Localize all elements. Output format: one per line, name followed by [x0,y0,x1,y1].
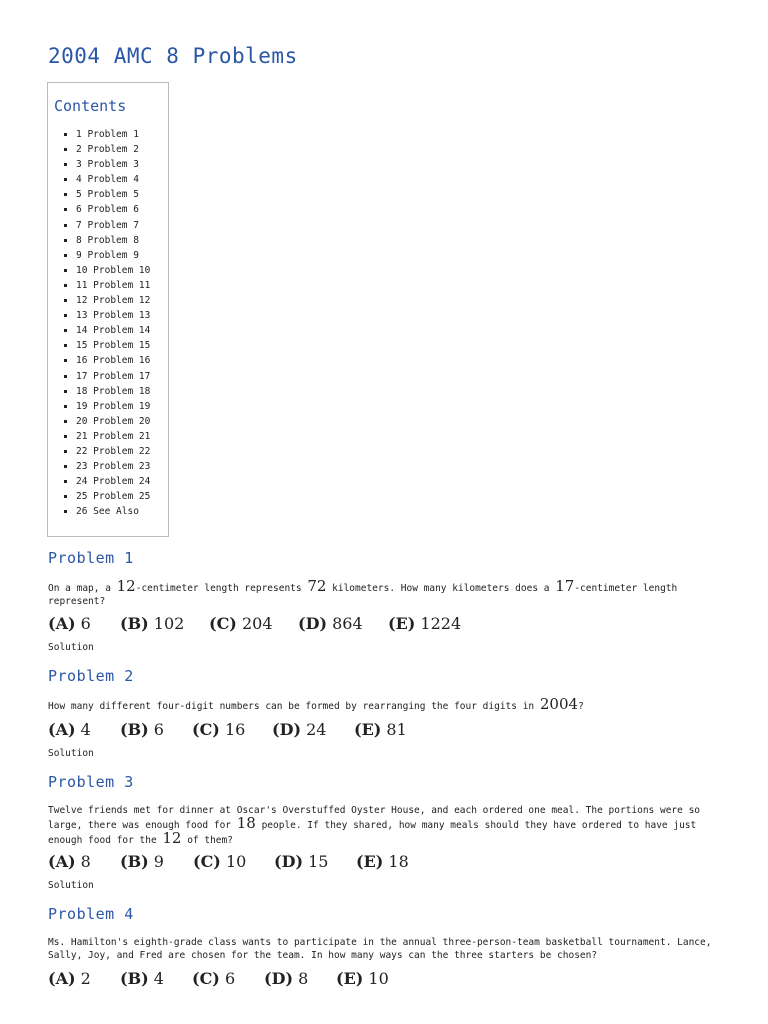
choice-letter: (D) [298,614,328,633]
toc-item[interactable]: 4 Problem 4 [76,172,168,187]
answer-choices [48,969,720,988]
problem-title: Problem 2 [48,667,134,685]
answer-choices [48,852,720,871]
choice-value: 8 [75,852,91,871]
toc-item[interactable]: 23 Problem 23 [76,459,168,474]
toc-item[interactable]: 26 See Also [76,504,168,519]
choice-letter: (B) [120,852,149,871]
solution-link[interactable]: Solution [48,642,94,653]
answer-choices [48,614,720,633]
choice-value: 24 [301,720,327,739]
choice-value: 6 [148,720,164,739]
choice-value: 10 [363,969,389,988]
choice-letter: (D) [274,852,304,871]
toc-item[interactable]: 22 Problem 22 [76,444,168,459]
answer-choices [48,720,720,739]
toc-item[interactable]: 9 Problem 9 [76,248,168,263]
table-of-contents [47,82,169,537]
math-number: 18 [236,814,256,832]
choice-letter: (E) [356,852,384,871]
choice-value: 15 [303,852,329,871]
math-number: 12 [116,577,136,595]
problem-title: Problem 1 [48,549,134,567]
answer-choice [192,969,264,988]
choice-letter: (A) [48,614,76,633]
choice-value: 16 [219,720,246,739]
toc-item[interactable]: 5 Problem 5 [76,187,168,202]
problem-title: Problem 4 [48,905,134,923]
choice-letter: (A) [48,852,76,871]
math-number: 12 [162,829,182,847]
toc-item[interactable]: 13 Problem 13 [76,308,168,323]
toc-item[interactable]: 18 Problem 18 [76,384,168,399]
answer-choice [48,969,120,988]
choice-letter: (A) [48,969,76,988]
choice-letter: (B) [120,614,149,633]
toc-item[interactable]: 19 Problem 19 [76,399,168,414]
choice-value: 9 [148,852,164,871]
text-fragment: of them? [181,835,233,846]
text-fragment: kilometers. How many kilometers does a [326,583,556,594]
math-number: 72 [307,577,327,595]
choice-letter: (B) [120,720,149,739]
choice-letter: (D) [272,720,302,739]
toc-item[interactable]: 24 Problem 24 [76,474,168,489]
answer-choice [272,720,354,739]
choice-value: 6 [75,614,91,633]
answer-choice [354,720,407,739]
toc-item[interactable]: 15 Problem 15 [76,338,168,353]
choice-value: 1224 [415,614,462,633]
choice-letter: (C) [193,852,221,871]
text-fragment: people. If they shared, how many meals should they have ordered to have just enough food for the [48,820,697,846]
problem-text [48,936,720,962]
choice-letter: (D) [264,969,294,988]
answer-choice [356,852,409,871]
choice-letter: (E) [388,614,416,633]
answer-choice [192,720,272,739]
choice-value: 10 [220,852,247,871]
choice-letter: (A) [48,720,76,739]
toc-list [54,127,168,519]
toc-item[interactable]: 10 Problem 10 [76,263,168,278]
answer-choice [336,969,389,988]
toc-item[interactable]: 25 Problem 25 [76,489,168,504]
choice-value: 6 [219,969,236,988]
toc-item[interactable]: 20 Problem 20 [76,414,168,429]
text-fragment: ? [578,701,584,712]
choice-letter: (B) [120,969,149,988]
problem-text [48,804,720,847]
toc-item[interactable]: 7 Problem 7 [76,218,168,233]
choice-value: 8 [293,969,309,988]
choice-value: 2 [75,969,91,988]
answer-choice [209,614,298,633]
text-fragment: How many different four-digit numbers can be formed by rearranging the four digits in [48,701,540,712]
toc-title: Contents [54,97,127,115]
toc-item[interactable]: 1 Problem 1 [76,127,168,142]
toc-item[interactable]: 17 Problem 17 [76,369,168,384]
text-fragment: On a map, a [48,583,117,594]
page-title: 2004 AMC 8 Problems [48,44,298,68]
toc-item[interactable]: 12 Problem 12 [76,293,168,308]
toc-item[interactable]: 21 Problem 21 [76,429,168,444]
toc-item[interactable]: 8 Problem 8 [76,233,168,248]
answer-choice [120,614,209,633]
toc-item[interactable]: 11 Problem 11 [76,278,168,293]
solution-link[interactable]: Solution [48,748,94,759]
answer-choice [264,969,336,988]
choice-value: 81 [381,720,407,739]
choice-value: 102 [148,614,185,633]
answer-choice [120,969,192,988]
choice-letter: (E) [336,969,364,988]
answer-choice [120,852,193,871]
choice-value: 204 [236,614,273,633]
solution-link[interactable]: Solution [48,880,94,891]
toc-item[interactable]: 14 Problem 14 [76,323,168,338]
answer-choice [48,852,120,871]
choice-letter: (C) [209,614,237,633]
choice-letter: (C) [192,969,220,988]
math-number: 17 [555,577,575,595]
choice-value: 4 [75,720,91,739]
choice-value: 864 [327,614,363,633]
text-fragment: Twelve friends met for dinner at Oscar's Overstuffed Oyster House, and each ordered one meal. The portions were so large, there was enough food for [48,805,701,831]
answer-choice [298,614,388,633]
answer-choice [48,720,120,739]
text-fragment: -centimeter length represent? [48,583,678,607]
answer-choice [193,852,274,871]
problem-title: Problem 3 [48,773,134,791]
problem-text [48,577,720,608]
toc-item[interactable]: 6 Problem 6 [76,202,168,217]
toc-item[interactable]: 2 Problem 2 [76,142,168,157]
answer-choice [120,720,192,739]
toc-item[interactable]: 3 Problem 3 [76,157,168,172]
toc-item[interactable]: 16 Problem 16 [76,353,168,368]
choice-value: 4 [148,969,164,988]
answer-choice [388,614,462,633]
choice-value: 18 [383,852,409,871]
text-fragment: -centimeter length represents [135,583,308,594]
choice-letter: (E) [354,720,382,739]
choice-letter: (C) [192,720,220,739]
text-fragment: Ms. Hamilton's eighth-grade class wants to participate in the annual three-person-team basketball tournament. Lance, Sally, Joy, and Fred are chosen for the team. In how many ways can the three starters be chosen? [48,937,712,961]
math-number: 2004 [539,695,579,713]
answer-choice [48,614,120,633]
answer-choice [274,852,356,871]
problem-text [48,695,720,713]
